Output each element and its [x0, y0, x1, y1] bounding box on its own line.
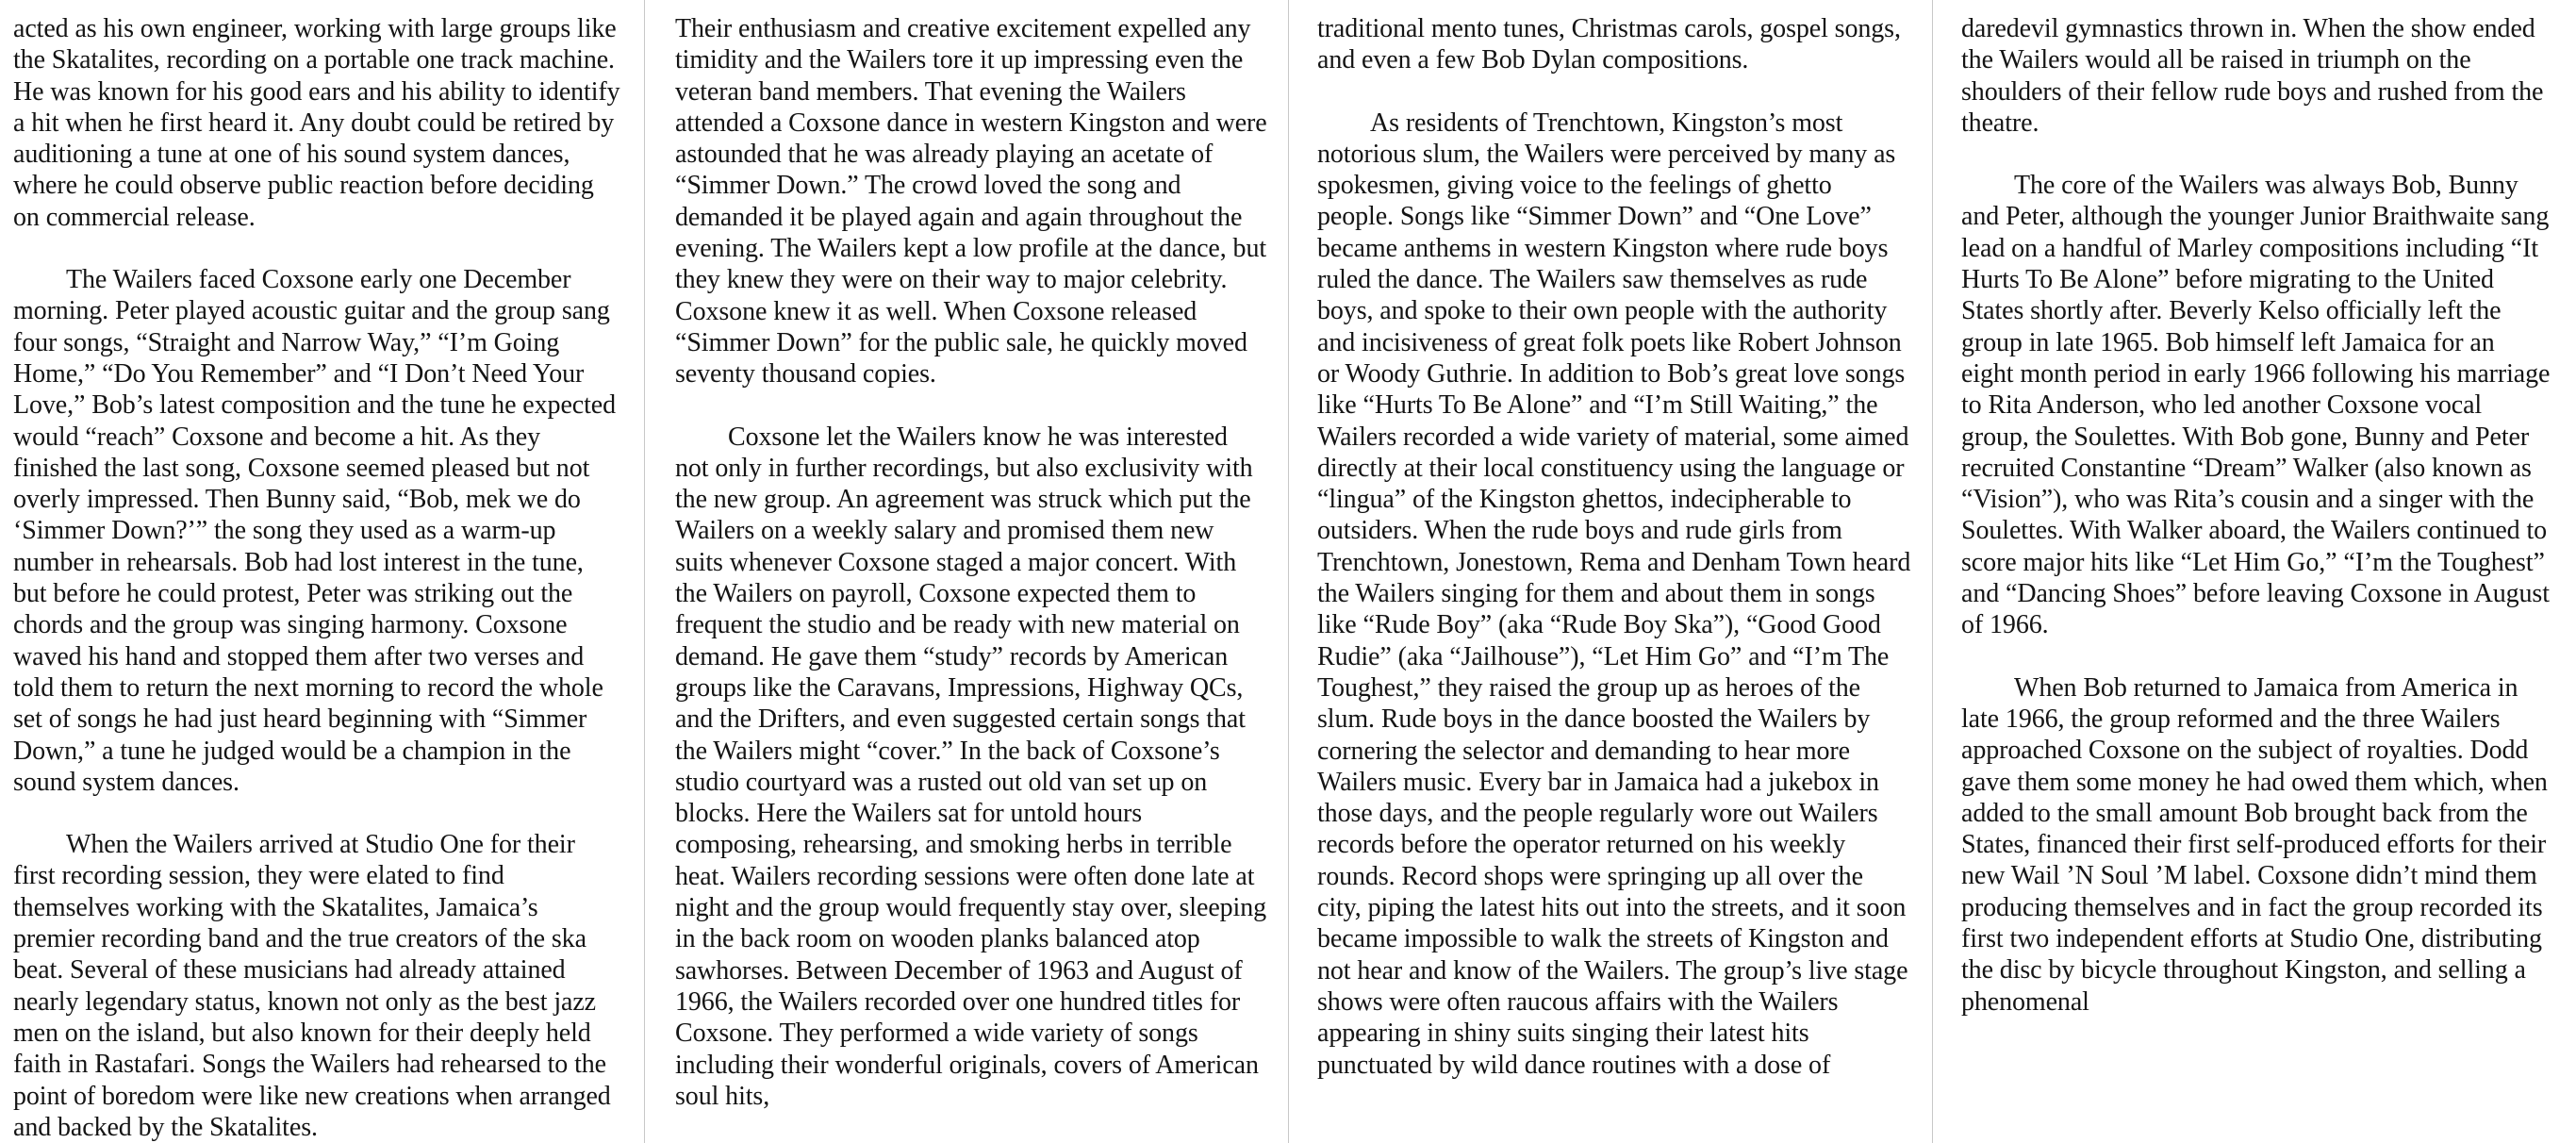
paragraph: The core of the Wailers was always Bob, Bunny and Peter, although the younger Junior Braithwaite sang lead on a handful of Marley compositions including “It Hurts To Be Alone” before migrating to the United States shortly after. Beverly Kelso officially left the group in late 1965. Bob himself left Jamaica for an eight month period in early 1966 following his marriage to Rita Anderson, who led another Coxsone vocal group, the Soulettes. With Bob gone, Bunny and Peter recruited Constantine “Dream” Walker (also known as “Vision”), who was Rita’s cousin and a singer with the Soulettes. With Walker aboard, the Wailers continued to score major hits like “Let Him Go,” “I’m the Toughest” and “Dancing Shoes” before leaving Coxsone in August of 1966.: [1961, 171, 2551, 640]
paragraph: acted as his own engineer, working with large groups like the Skatalites, recording on a portable one track machine. He was known for his good ears and his ability to identify a hit when he first heard it. Any doubt could be retired by auditioning a tune at one of his sound system dances, where he could observe public reaction before deciding on commercial release.: [13, 14, 620, 232]
paragraph-gap: [13, 798, 621, 829]
paragraph-gap: [1317, 76, 1911, 108]
text-column-3: [1288, 0, 1932, 1143]
text-column-4: [1932, 0, 2576, 1143]
paragraph: When Bob returned to Jamaica from America in late 1966, the group reformed and the three Wailers approached Coxsone on the subject of royalties. Dodd gave them some money he had owed them which, when added to the small amount Bob brought back from the States, financed their first self-produced efforts for their new Wail ’N Soul ’M label. Coxsone didn’t mind them producing themselves and in fact the group recorded its first two independent efforts at Studio One, distributing the disc by bicycle throughout Kingston, and selling a phenomenal: [1961, 672, 2548, 1017]
paragraph: daredevil gymnastics thrown in. When the show ended the Wailers would all be raised in triumph on the shoulders of their fellow rude boys and rushed from the theatre.: [1961, 14, 2544, 138]
paragraph: traditional mento tunes, Christmas carols, gospel songs, and even a few Bob Dylan compositions.: [1317, 14, 1901, 75]
paragraph-gap: [675, 390, 1267, 422]
paragraph: When the Wailers arrived at Studio One for their first recording session, they were elated to find themselves working with the Skatalites, Jamaica’s premier recording band and the true creators of the ska beat. Several of these musicians had already attained nearly legendary status, known not only as the best jazz men on the island, but also known for their deeply held faith in Rastafari. Songs the Wailers had rehearsed to the point of boredom were like new creations when arranged and backed by the Skatalites.: [13, 830, 611, 1142]
paragraph-gap: [1961, 139, 2553, 170]
text-column-1: [0, 0, 644, 1143]
paragraph-gap: [13, 233, 621, 264]
paragraph-gap: [1961, 641, 2553, 672]
text-column-2: [644, 0, 1288, 1143]
paragraph: Coxsone let the Wailers know he was interested not only in further recordings, but also exclusivity with the new group. An agreement was struck which put the Wailers on a weekly salary and promised them new suits whenever Coxsone staged a major concert. With the Wailers on payroll, Coxsone expected them to frequent the studio and be ready with new material on demand. He gave them “study” records by American groups like the Caravans, Impressions, Highway QCs, and the Drifters, and even suggested certain songs that the Wailers might “cover.” In the back of Coxsone’s studio courtyard was a rusted out old van set up on blocks. Here the Wailers sat for untold hours composing, rehearsing, and smoking herbs in terrible heat. Wailers recording sessions were often done late at night and the group would frequently stay over, sleeping in the back room on wooden planks balanced atop sawhorses. Between December of 1963 and August of 1966, the Wailers recorded over one hundred titles for Coxsone. They performed a wide variety of songs including their wonderful originals, covers of American soul hits,: [675, 422, 1267, 1111]
paragraph: The Wailers faced Coxsone early one December morning. Peter played acoustic guitar and the group sang four songs, “Straight and Narrow Way,” “I’m Going Home,” “Do You Remember” and “I Don’t Need Your Love,” Bob’s latest composition and the tune he expected would “reach” Coxsone and become a hit. As they finished the last song, Coxsone seemed pleased but not overly impressed. Then Bunny said, “Bob, mek we do ‘Simmer Down?’” the song they used as a warm-up number in rehearsals. Bob had lost interest in the tune, but before he could protest, Peter was striking out the chords and the group was singing harmony. Coxsone waved his hand and stopped them after two verses and told them to return the next morning to record the whole set of songs he had just heard beginning with “Simmer Down,” a tune he judged would be a champion in the sound system dances.: [13, 265, 617, 797]
paragraph: As residents of Trenchtown, Kingston’s most notorious slum, the Wailers were perceived by many as spokesmen, giving voice to the feelings of ghetto people. Songs like “Simmer Down” and “One Love” became anthems in western Kingston where rude boys ruled the dance. The Wailers saw themselves as rude boys, and spoke to their own people with the authority and incisiveness of great folk poets like Robert Johnson or Woody Guthrie. In addition to Bob’s great love songs like “Hurts To Be Alone” and “I’m Still Waiting,” the Wailers recorded a wide variety of material, some aimed directly at their local constituency using the language or “lingua” of the Kingston ghettos, indecipherable to outsiders. When the rude boys and rude girls from Trenchtown, Jonestown, Rema and Denham Town heard the Wailers singing for them and about them in songs like “Rude Boy” (aka “Rude Boy Ska”), “Good Good Rudie” (aka “Jailhouse”), “Let Him Go” and “I’m The Toughest,” they raised the group up as heroes of the slum. Rude boys in the dance boosted the Wailers by cornering the selector and demanding to hear more Wailers music. Every bar in Jamaica had a jukebox in those days, and the people regularly wore out Wailers records before the operator returned on his weekly rounds. Record shops were springing up all over the city, piping the latest hits out into the streets, and it soon became impossible to walk the streets of Kingston and not hear and know of the Wailers. The group’s live stage shows were often raucous affairs with the Wailers appearing in shiny suits singing their latest hits punctuated by wild dance routines with a dose of: [1317, 108, 1911, 1080]
paragraph: Their enthusiasm and creative excitement expelled any timidity and the Wailers tore it up impressing even the veteran band members. That evening the Wailers attended a Coxsone dance in western Kingston and were astounded that he was already playing an acetate of “Simmer Down.” The crowd loved the song and demanded it be played again and again throughout the evening. The Wailers kept a low profile at the dance, but they knew they were on their way to major celebrity. Coxsone knew it as well. When Coxsone released “Simmer Down” for the public sale, he quickly moved seventy thousand copies.: [675, 14, 1267, 389]
